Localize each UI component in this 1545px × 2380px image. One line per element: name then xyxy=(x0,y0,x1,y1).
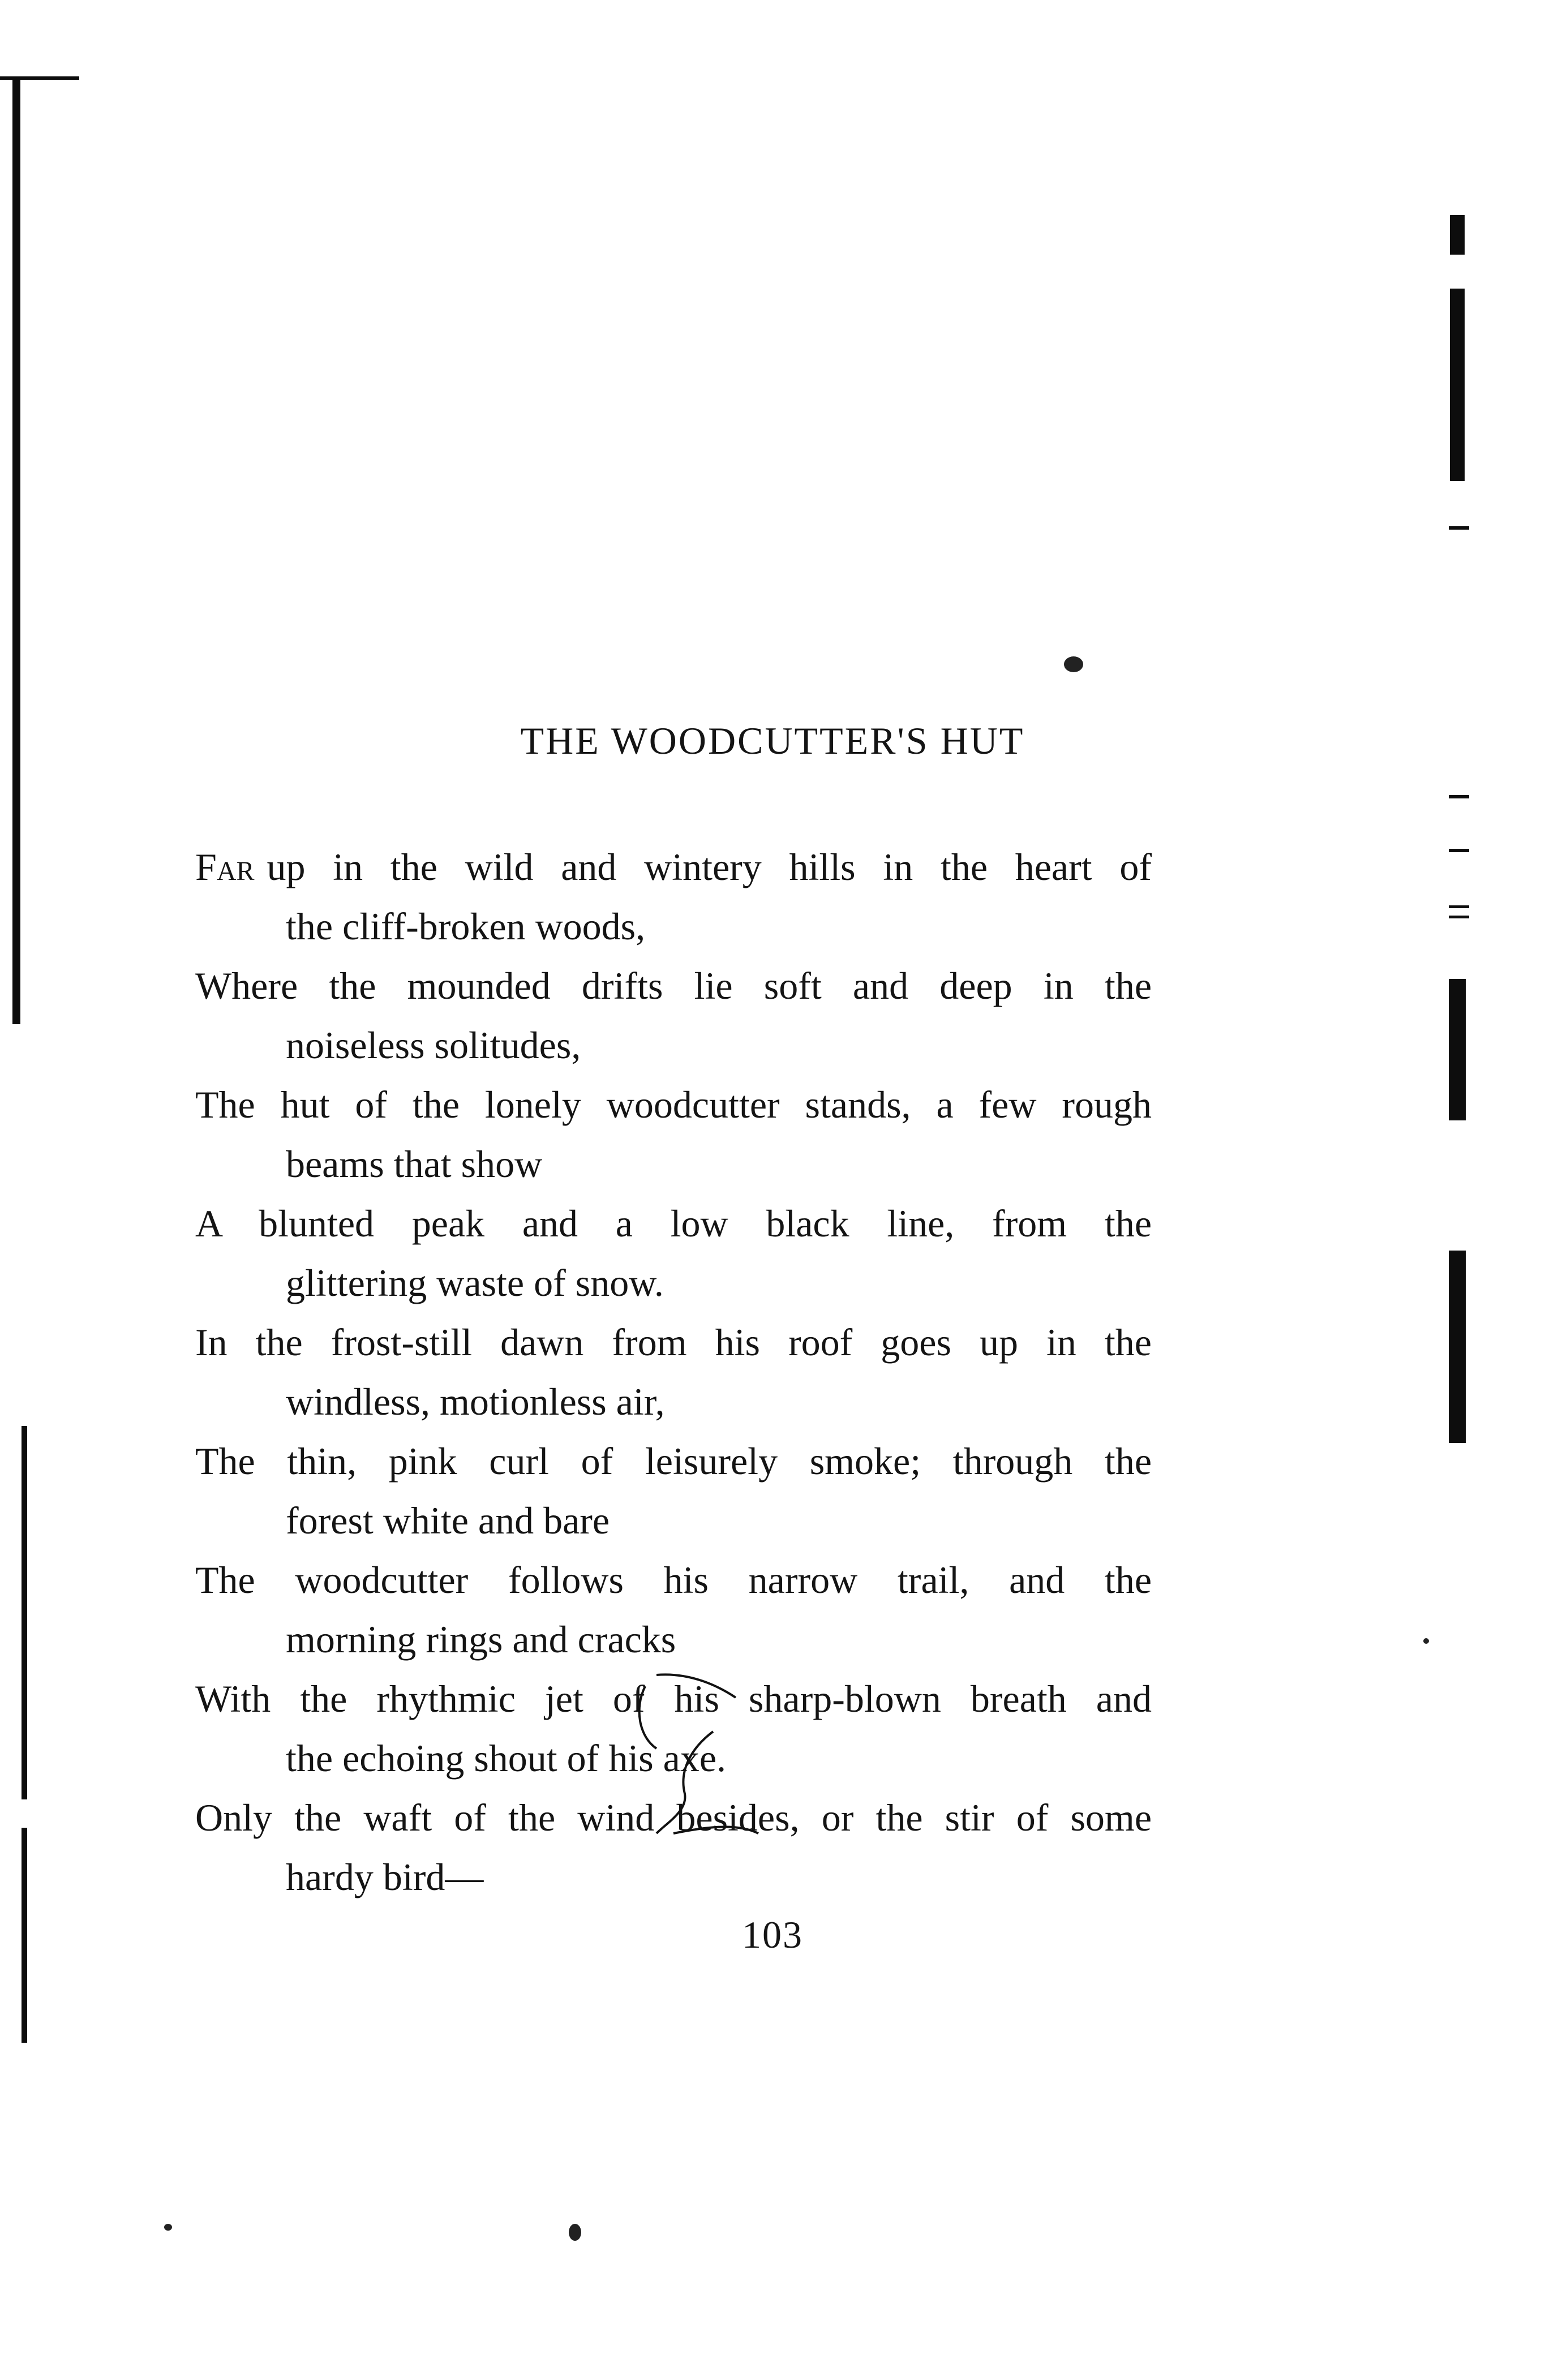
scan-edge-bar-right-1 xyxy=(1450,215,1465,255)
ink-speck xyxy=(1064,656,1083,672)
first-word-smallcaps: Far xyxy=(195,845,255,888)
poem-line-8: glittering waste of snow. xyxy=(286,1261,664,1304)
poem-line-7: A blunted peak and a low black line, from the xyxy=(195,1202,1152,1245)
ink-speck xyxy=(1423,1638,1429,1644)
scan-edge-bar-right-9 xyxy=(1449,1251,1466,1443)
poem-title: THE WOODCUTTER'S HUT xyxy=(520,719,1025,762)
poem-line-15: With the rhythmic jet of his sharp-blown breath and xyxy=(195,1677,1152,1720)
poem-line-5: The hut of the lonely woodcutter stands, a few rough xyxy=(195,1083,1152,1126)
scan-edge-bar-left-mid xyxy=(22,1426,27,1799)
pencil-annotation xyxy=(623,1664,781,1845)
scan-edge-rule-top xyxy=(0,76,79,80)
scan-edge-bar-right-3 xyxy=(1449,526,1469,530)
poem-line-2: the cliff-broken woods, xyxy=(286,905,646,948)
first-line-rest: up in the wild and wintery hills in the heart of xyxy=(267,845,1152,888)
poem-line-10: windless, motionless air, xyxy=(286,1380,665,1423)
poem-line-18: hardy bird— xyxy=(286,1855,484,1898)
scan-edge-bar-right-8 xyxy=(1449,979,1466,1120)
scan-edge-bar-right-4 xyxy=(1449,795,1469,798)
scan-edge-bar-right-5 xyxy=(1449,849,1469,852)
poem-line-4: noiseless solitudes, xyxy=(286,1024,581,1067)
scan-edge-bar-right-6 xyxy=(1449,905,1469,908)
scan-edge-bar-left-top xyxy=(12,79,20,1024)
poem-line-16: the echoing shout of his axe. xyxy=(286,1737,727,1780)
scan-edge-bar-right-7 xyxy=(1449,916,1469,918)
ink-speck xyxy=(164,2224,172,2231)
poem-line-13: The woodcutter follows his narrow trail, and the xyxy=(195,1558,1152,1601)
scan-edge-bar-right-2 xyxy=(1450,289,1465,481)
poem-line-14: morning rings and cracks xyxy=(286,1618,676,1661)
poem-line-6: beams that show xyxy=(286,1142,543,1185)
poem-line-3: Where the mounded drifts lie soft and deep in the xyxy=(195,964,1152,1007)
poem-line-17: Only the waft of the wind besides, or the stir of some xyxy=(195,1796,1152,1839)
poem-line-11: The thin, pink curl of leisurely smoke; through the xyxy=(195,1440,1152,1483)
poem-line-9: In the frost-still dawn from his roof goes up in the xyxy=(195,1321,1152,1364)
poem-line-1 xyxy=(195,837,1152,897)
page-number: 103 xyxy=(742,1913,803,1956)
poem-line-12: forest white and bare xyxy=(286,1499,610,1542)
ink-speck xyxy=(569,2224,581,2241)
